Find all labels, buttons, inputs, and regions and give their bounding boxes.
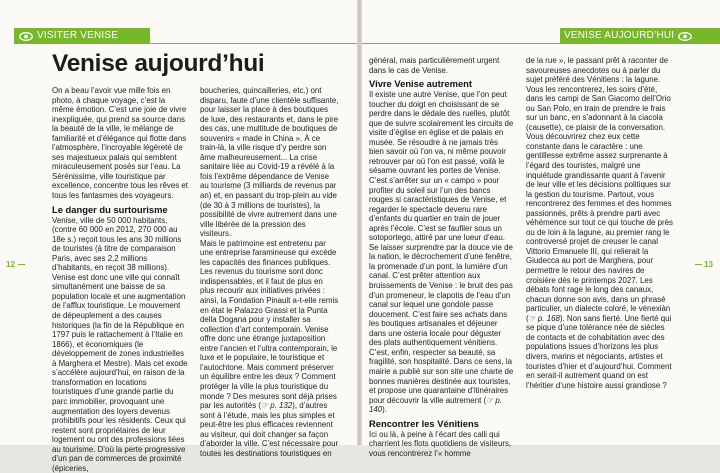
- left-folio-tick: [18, 264, 25, 265]
- body-paragraph: [200, 239, 339, 459]
- body-text: ). Non sans fierté. Une fierté qui se pique d’une tolérance née de siècles de contacts et de cohabitation avec des populations issues d’horizons les plus divers, marins et négociants, artistes et touristes d’hier et d’aujourd’hui. Comment en serait-il autrement quand on est l’héritier d’une histoire aussi grandiose ?: [526, 313, 672, 390]
- text-column-2: [200, 86, 339, 458]
- page-reference-link[interactable]: p. 168: [537, 313, 560, 323]
- page-reference-link[interactable]: p. 132: [270, 401, 293, 411]
- body-text: Mais le patrimoine est entretenu par une entreprise faramineuse qui excède les capacités des finances publiques. Les revenus du tourisme sont donc indispensables, et il faut de plus en plus recourir aux initiatives privées : ainsi, la Fondation Pinault a-t-elle remis en état le Palazzo Grassi et la Punta della Dogana pour y installer sa collection d’art contemporain. Venise offre donc une étrange juxtaposition entre l’ancien et l’ultra contemporain, le luxe et le populaire, le touristique et l’autochtone. Mais comment préserver un équilibre entre les deux ? Comment protéger la ville la plus touristique du monde ? Des mesures sont déjà prises par les autorités (: [200, 238, 339, 411]
- body-text: ), d’autres sont à l’étude, mais les plus simples et peut-être les plus efficaces reviennent au visiteur, qui doit changer sa façon d’aborder la ville. C’est nécessaire pour toutes les destinations touristiques en: [200, 401, 339, 458]
- body-text: de la rue », le passant prêt à raconter de savoureuses anecdotes ou à parler du sujet préféré des Vénitiens : la lagune. Vous les rencontrerez, les soirs d’été, dans les campi de San Giacomo dell’Orio ou San Polo, en train de prendre le frais sur un banc, en s’adonnant à la ciacola (causette), ce plaisir de la conversation. Vous découvrirez chez eux cette constante dans le caractère : une gentillesse extrême assez surprenante à l’égard des touristes, malgré une inquiétude grandissante quant à l’avenir de leur ville et les décisions politiques sur la gestion du tourisme. Partout, vous rencontrerez des femmes et des hommes passionnés, prêts à prendre parti avec véhémence sur tout ce qui touche de près ou de loin à la lagune, au premier rang le controversé projet de creuser le canal Vittorio Emanuele III, qui relierait la Giudecca au port de Marghera, pour permettre le retour des navires de croisière dès le printemps 2027. Les débats font rage le long des canaux, chacun donne son avis, dans un phrasé particulier, un dialecte coloré, le vénexiàn (: [526, 56, 673, 323]
- page-reference-link[interactable]: p. 140: [369, 395, 502, 415]
- body-paragraph: général, mais particulièrement urgent dans le cas de Venise.: [369, 56, 500, 75]
- left-header-text: VISITER VENISE: [37, 30, 119, 41]
- section-heading: Le danger du surtourisme: [52, 203, 168, 215]
- text-column-3: [369, 56, 514, 458]
- left-page-number: 12: [6, 260, 15, 269]
- left-running-header: [14, 28, 150, 44]
- page-title: Venise aujourd’hui: [52, 50, 265, 77]
- eye-icon: [678, 32, 692, 41]
- body-paragraph: [526, 56, 673, 390]
- guide-reference-icon[interactable]: ☞: [528, 313, 538, 323]
- body-paragraph: boucheries, quincailleries, etc.) ont disparu, faute d’une clientèle suffisante, pour laisser la place à des boutiques de luxe, des restaurants et, dans le pire des cas, une multitude de boutiques de souvenirs « made in China ». À ce train-là, la ville risque d’y perdre son âme malheureusement... La crise sanitaire liée au Covid-19 a révélé à la fois l’extrême dépendance de Venise au tourisme (3 milliards de revenus par an) et, en passant du trop-plein au vide (de 30 à 3 millions de touristes), la possibilité de vivre autrement dans une ville libérée de la pression des visiteurs.: [200, 86, 339, 239]
- section-heading: Vivre Venise autrement: [369, 78, 473, 90]
- right-header-rule: [362, 43, 560, 44]
- guide-reference-icon[interactable]: ☞: [260, 401, 271, 411]
- section-heading: Rencontrer les Vénitiens: [369, 417, 479, 429]
- right-page-number: 13: [704, 260, 713, 269]
- left-header-rule: [150, 43, 357, 44]
- text-column-1: [52, 86, 188, 473]
- body-text: ).: [382, 405, 387, 415]
- guide-reference-icon[interactable]: ☞: [486, 395, 496, 405]
- right-folio-tick: [695, 264, 702, 265]
- body-paragraph: Ici ou là, à peine à l’écart des calli qui charrient les flots quotidiens de visiteurs, vous rencontrerez l’« homme: [369, 429, 512, 458]
- eye-icon: [19, 32, 33, 41]
- body-paragraph: Venise, ville de 50 000 habitants, (contre 60 000 en 2012, 270 000 au 18e s.) reçoit tous les ans 30 millions de touristes (à titre de comparaison Paris, avec ses 2,2 millions d’habitants, en reçoit 38 millions). Venise est donc une ville qui connaît simultanément une baisse de sa population locale et une augmentation de l’afflux touristique. Le mouvement de dépeuplement a des causes historiques (la fin de la République en 1797 puis le rattachement à l’Italie en 1866), et économiques (le développement de zones industrielles à Marghera et Mestre). Mais cet exode s’accélère aujourd’hui, en raison de la transformation en locations touristiques d’une grande partie du parc immobilier, provoquant une augmentation des loyers devenus prohibitifs pour les résidents. Ceux qui restent sont propriétaires de leur logement ou ont des professions liées au tourisme. D’où la perte progressive d’un pan de commerces de proximité (épiceries,: [52, 215, 188, 473]
- text-column-4: [526, 56, 673, 390]
- right-running-header: [560, 28, 720, 44]
- intro-paragraph: On a beau l’avoir vue mille fois en photo, à chaque voyage, c’est la même émotion. C’est une joie de vivre inexpliquée, qui prend sa source dans la beauté de la ville, le mélange de familiarité et d’élégance qui flotte dans l’atmosphère, l’incroyable légèreté de ses majestueux palais qui semblent miraculeusement posés sur l’eau. La Sérénissime, ville touristique par excellence, concentre tous les rêves et tous les fantasmes des voyageurs.: [52, 86, 188, 201]
- body-paragraph: [369, 90, 514, 415]
- right-header-text: VENISE AUJOURD’HUI: [564, 30, 675, 41]
- body-text: Il existe une autre Venise, que l’on peut toucher du doigt en choisissant de se perdre dans le dédale des ruelles, plutôt que de suivre scolairement les circuits de visite d’église en église et de palais en musée. Se résoudre à ne jamais très bien savoir où l’on va, ni même pouvoir retrouver par où l’on est passé, voilà le sésame ouvrant les portes de Venise. C’est s’arrêter sur un « campo » pour profiter du soleil sur l’un des bancs rouges si caractéristiques de Venise, et regarder le spectacle devenu rare d’enfants du quartier en train de jouer après l’école. C’est se faufiler sous un sotoportego, attiré par une lueur d’eau. Se laisser surprendre par la douce vie de la nation, le décrochement d’une fenêtre, la promenade d’un pont, la lumière d’un canal. C’est prêter attention aux bruissements de Venise : le bruit des pas d’un promeneur, le clapotis de l’eau d’un canal sur lequel une gondole passe doucement. C’est faire ses achats dans les boutiques artisanales et déjeuner dans une osteria locale pour déguster des plats authentiquement vénitiens. C’est, enfin, respecter sa beauté, sa fragilité, son hospitalité. Dans ce sens, la mairie a publié sur son site une charte de bonnes manières destinée aux touristes, et propose une quarantaine d’itinéraires pour découvrir la ville autrement (: [369, 90, 514, 405]
